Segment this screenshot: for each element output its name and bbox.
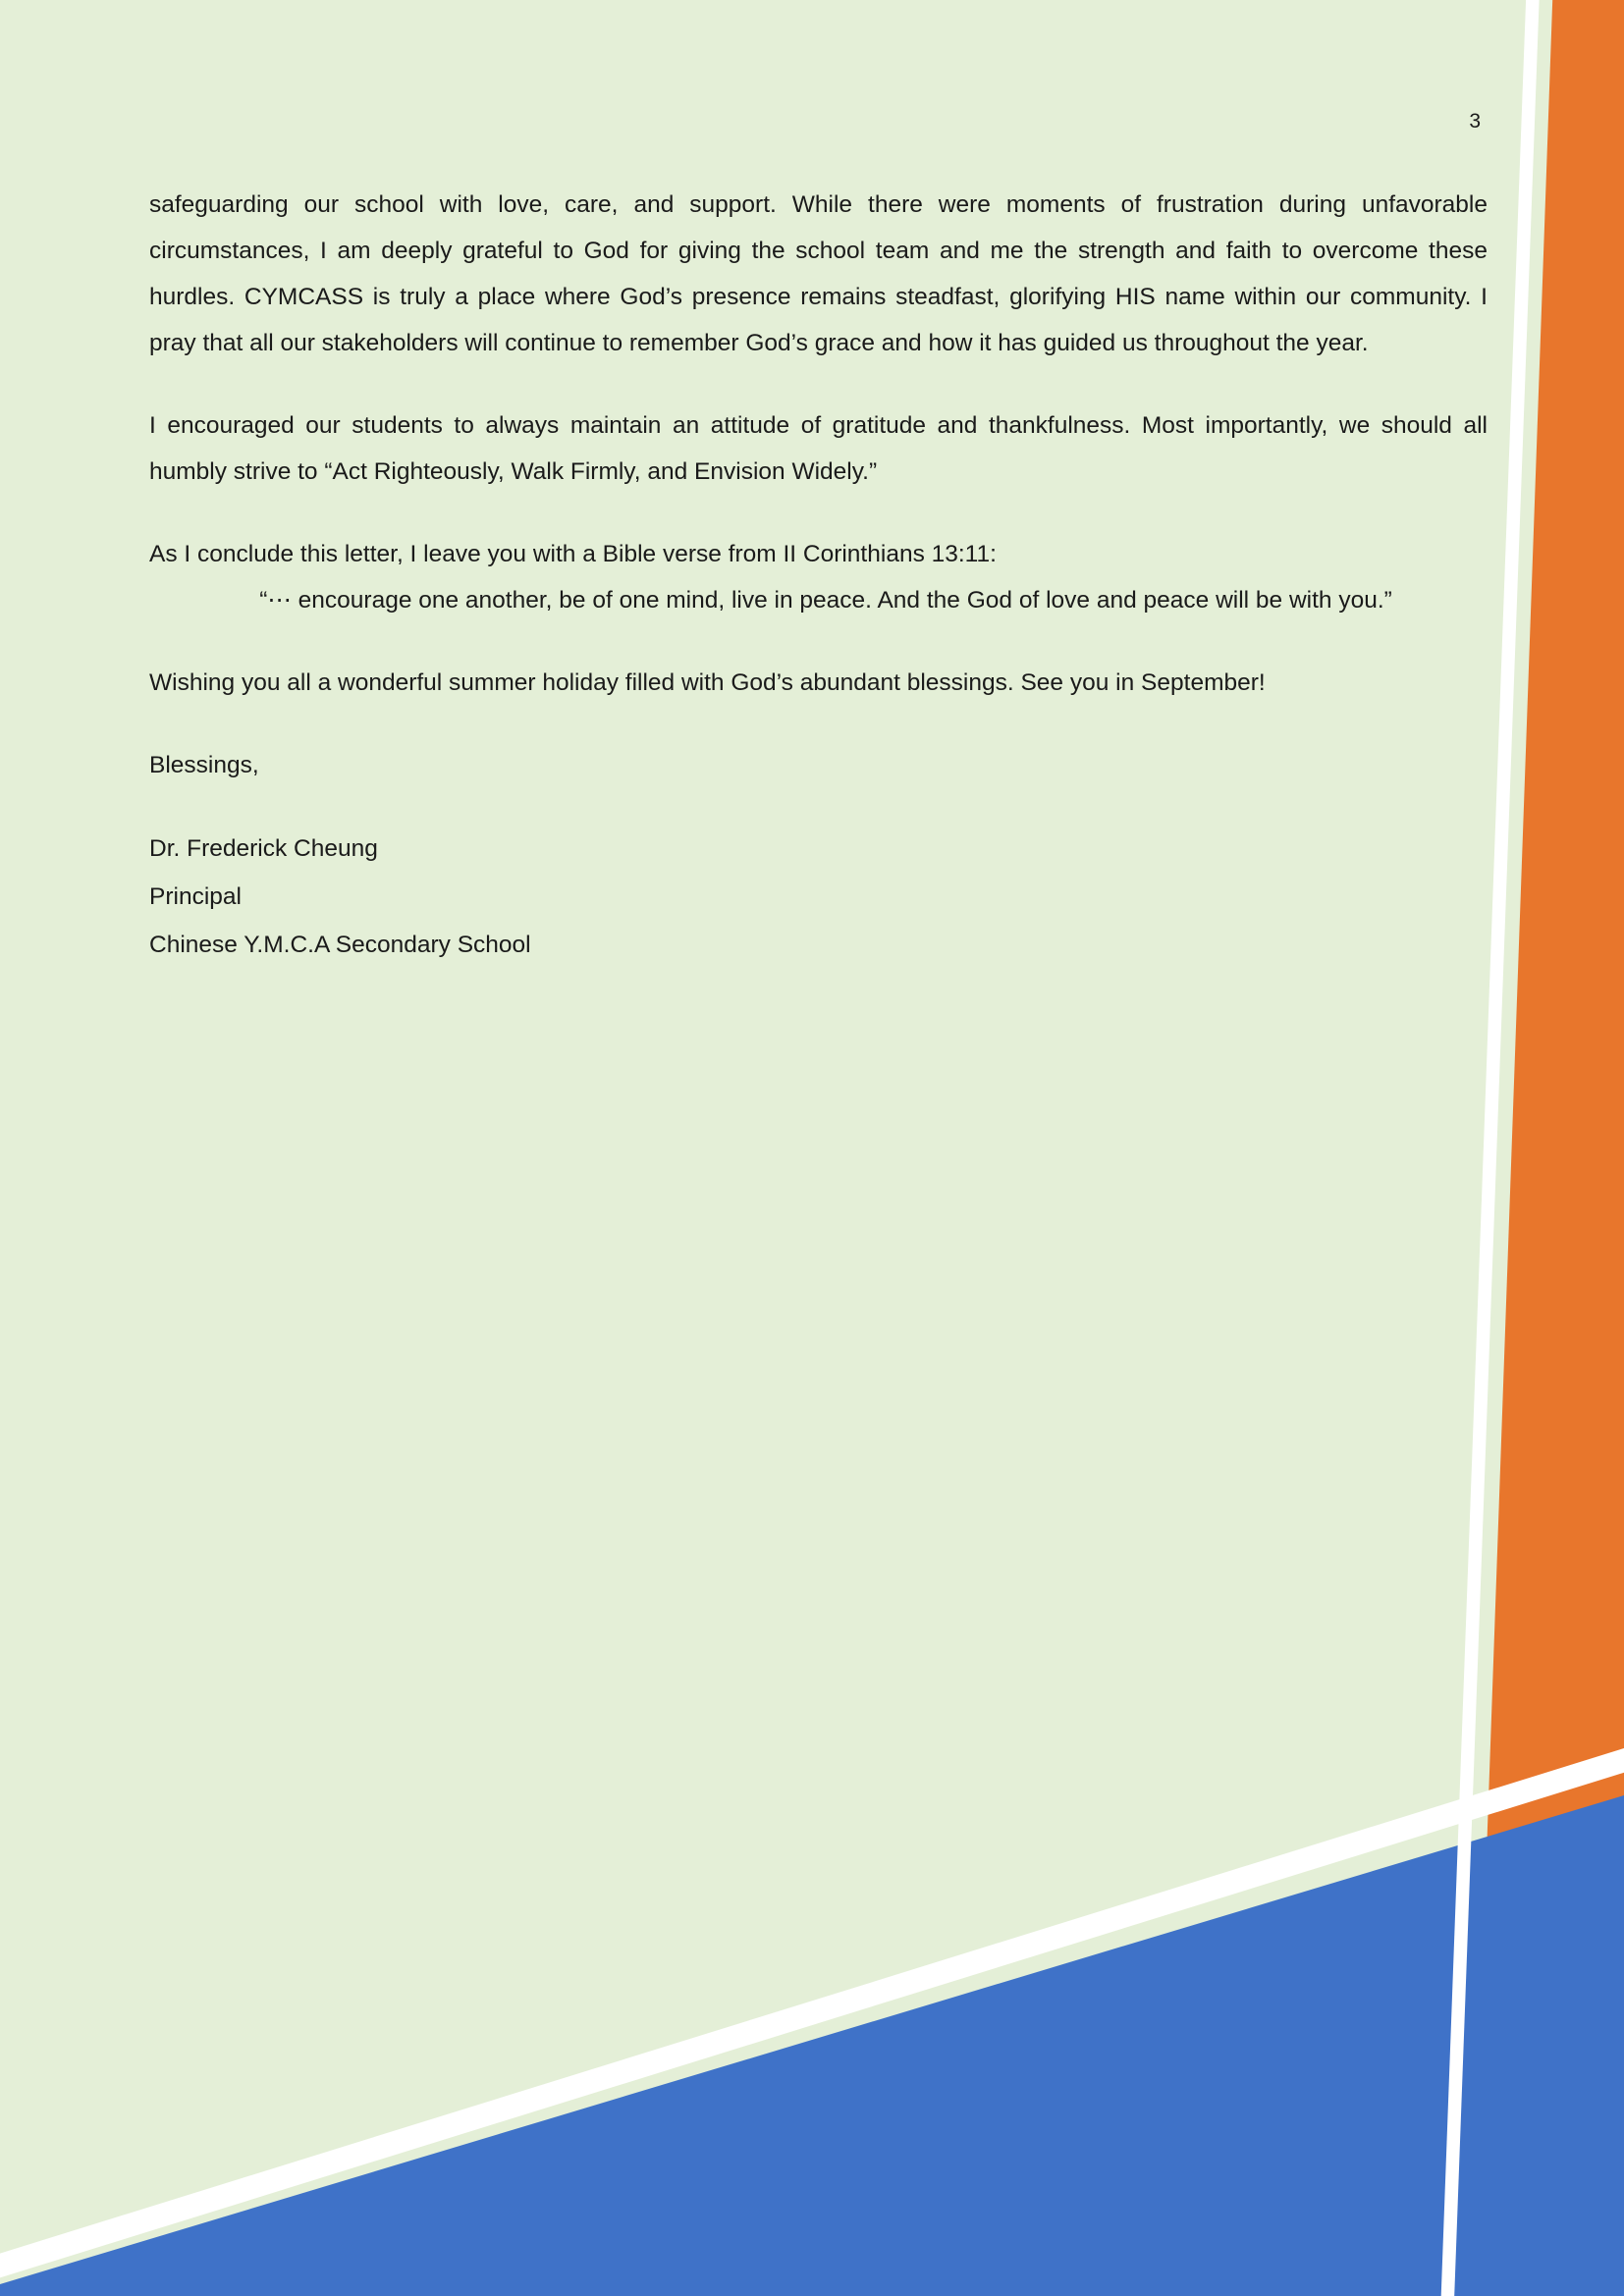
signature-block: [149, 825, 1488, 969]
signature-title: Principal: [149, 883, 242, 910]
blessings-line: Blessings,: [149, 752, 259, 778]
paragraph-gratitude: I encouraged our students to always maintain an attitude of gratitude and thankfulness. Most importantly, we should all humbly strive to “Act Righteously, Walk Firmly, and Envision Widely.”: [149, 412, 1488, 485]
bible-verse-intro: As I conclude this letter, I leave you with a Bible verse from II Corinthians 13:11:: [149, 541, 997, 567]
letter-body: [149, 182, 1488, 969]
paragraph-continuation: safeguarding our school with love, care, and support. While there were moments of frustration during unfavorable circumstances, I am deeply grateful to God for giving the school team and me the strength and faith to overcome these hurdles. CYMCASS is truly a place where God’s presence remains steadfast, glorifying HIS name within our community. I pray that all our stakeholders will continue to remember God’s grace and how it has guided us throughout the year.: [149, 191, 1488, 356]
signature-organization: Chinese Y.M.C.A Secondary School: [149, 932, 531, 958]
signature-name: Dr. Frederick Cheung: [149, 835, 378, 862]
bible-verse-quote: “⋯ encourage one another, be of one mind, live in peace. And the God of love and peace will be with you.”: [259, 587, 1392, 614]
page-number: 3: [1469, 110, 1481, 133]
paragraph-closing: Wishing you all a wonderful summer holiday filled with God’s abundant blessings. See you in September!: [149, 669, 1266, 696]
